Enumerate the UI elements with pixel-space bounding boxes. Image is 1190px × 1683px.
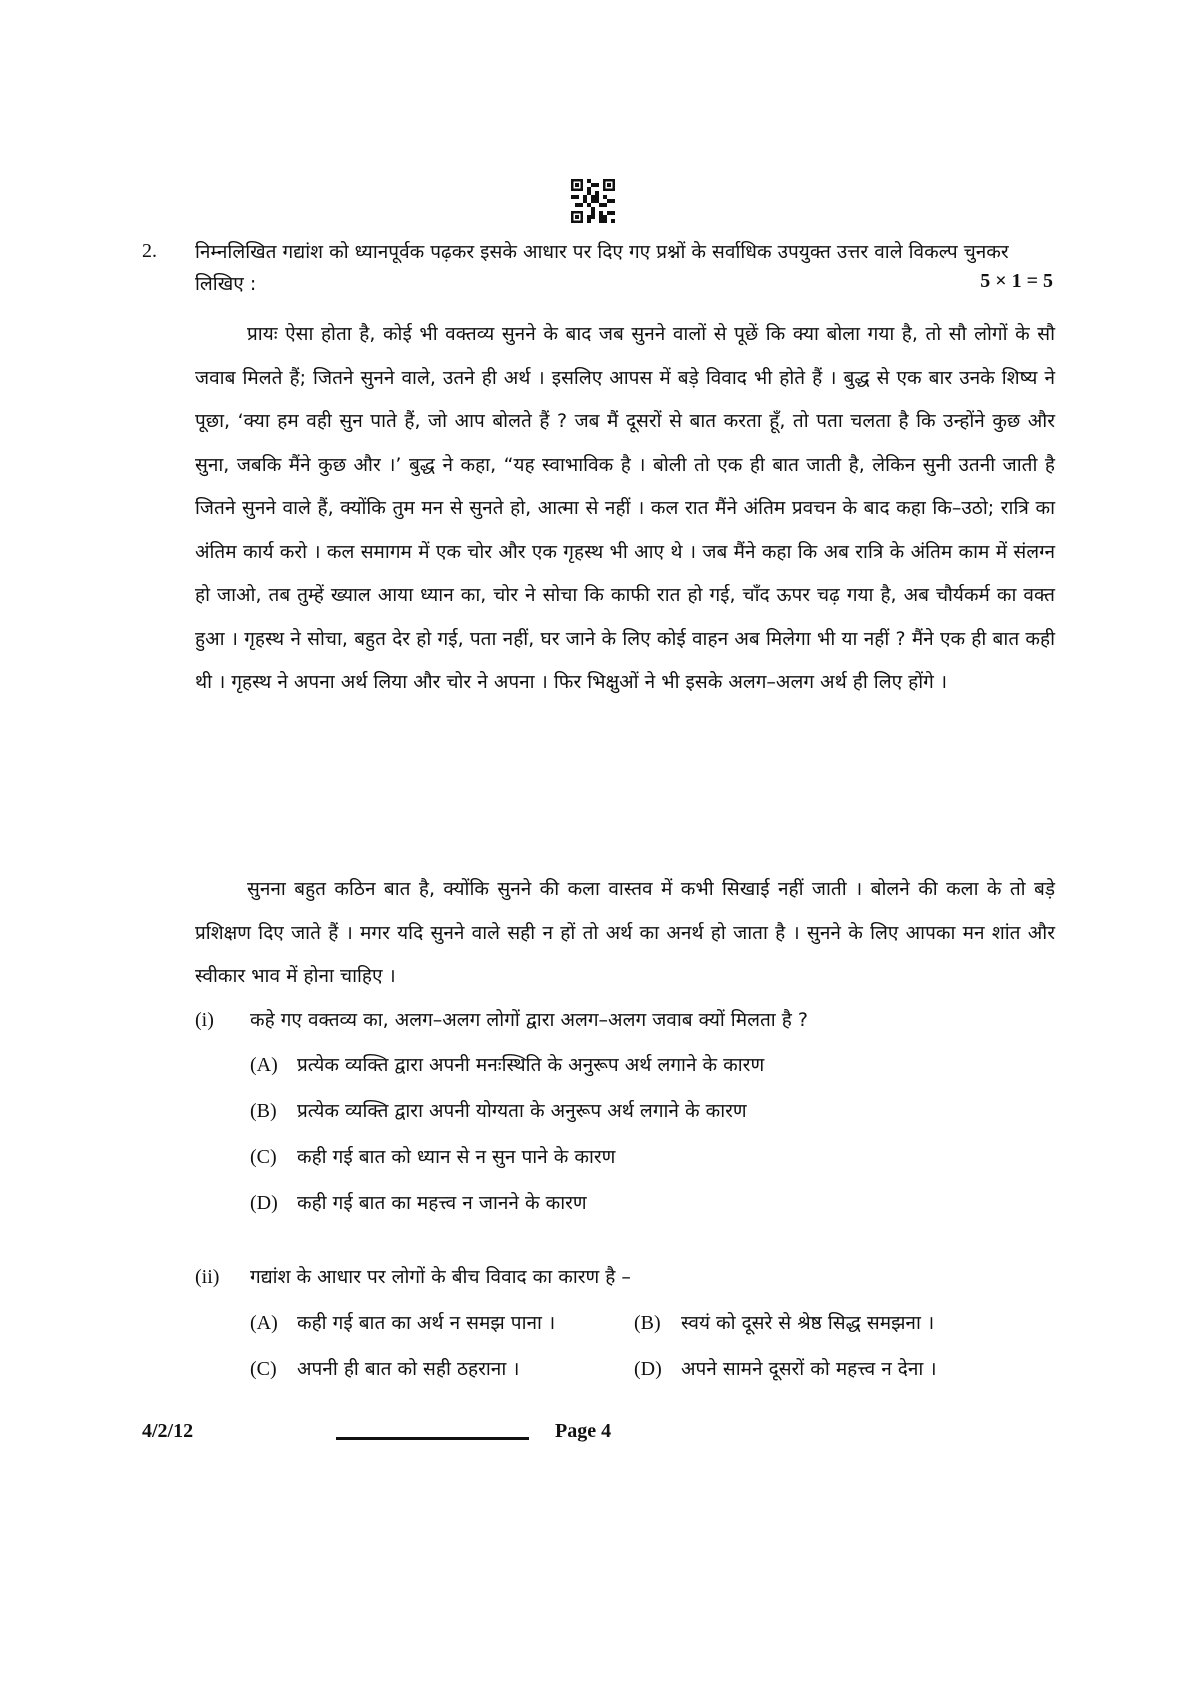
option: [250, 1142, 615, 1172]
sub-question: [195, 1262, 631, 1292]
option-label: (A): [250, 1054, 278, 1076]
sub-question-label: (ii): [195, 1266, 220, 1288]
option-label: (C): [250, 1358, 277, 1380]
question-marks: 5 × 1 = 5: [980, 270, 1053, 292]
sub-question-text: कहे गए वक्तव्य का, अलग–अलग लोगों द्वारा अलग–अलग जवाब क्यों मिलता है ?: [250, 1009, 808, 1031]
qr-code-icon: [571, 179, 615, 223]
option-text: अपनी ही बात को सही ठहराना ।: [297, 1358, 520, 1380]
option: [250, 1308, 555, 1338]
footer-divider: [336, 1437, 529, 1440]
option-label: (D): [250, 1192, 278, 1214]
sub-question-text: गद्यांश के आधार पर लोगों के बीच विवाद का कारण है –: [250, 1266, 631, 1288]
option-text: स्वयं को दूसरे से श्रेष्ठ सिद्ध समझना ।: [681, 1312, 935, 1334]
option: [250, 1188, 587, 1218]
option-text: अपने सामने दूसरों को महत्त्व न देना ।: [681, 1358, 937, 1380]
option-label: (A): [250, 1312, 278, 1334]
option-text: कही गई बात का अर्थ न समझ पाना ।: [297, 1312, 556, 1334]
option: [250, 1354, 519, 1384]
option-text: प्रत्येक व्यक्ति द्वारा अपनी मनःस्थिति के अनुरूप अर्थ लगाने के कारण: [297, 1054, 765, 1076]
option: [634, 1354, 937, 1384]
option-label: (D): [634, 1358, 662, 1380]
question-number: 2.: [142, 240, 157, 262]
option-label: (C): [250, 1146, 277, 1168]
option: [250, 1096, 747, 1126]
option-label: (B): [250, 1100, 277, 1122]
option: [250, 1050, 764, 1080]
passage-paragraph: सुनना बहुत कठिन बात है, क्योंकि सुनने की कला वास्तव में कभी सिखाई नहीं जाती । बोलने की कला के तो बड़े प्रशिक्षण दिए जाते हैं । मगर यदि सुनने वाले सही न हों तो अर्थ का अनर्थ हो जाता है । सुनने के लिए आपका मन शांत और स्वीकार भाव में होना चाहिए ।: [195, 878, 1055, 987]
sub-question-label: (i): [195, 1009, 214, 1031]
page-number: Page 4: [555, 1420, 612, 1442]
option-text: कही गई बात का महत्त्व न जानने के कारण: [297, 1192, 587, 1214]
option: [634, 1308, 934, 1338]
option-text: कही गई बात को ध्यान से न सुन पाने के कारण: [297, 1146, 616, 1168]
paper-code: 4/2/12: [142, 1420, 194, 1442]
option-text: प्रत्येक व्यक्ति द्वारा अपनी योग्यता के अनुरूप अर्थ लगाने के कारण: [297, 1100, 747, 1122]
question-instruction: निम्नलिखित गद्यांश को ध्यानपूर्वक पढ़कर इसके आधार पर दिए गए प्रश्नों के सर्वाधिक उपयुक्त उत्तर वाले विकल्प चुनकर लिखिए :: [195, 241, 1009, 295]
passage-paragraph: प्रायः ऐसा होता है, कोई भी वक्तव्य सुनने के बाद जब सुनने वालों से पूछें कि क्या बोला गया है, तो सौ लोगों के सौ जवाब मिलते हैं; जितने सुनने वाले, उतने ही अर्थ । इसलिए आपस में बड़े विवाद भी होते हैं । बुद्ध से एक बार उनके शिष्य ने पूछा, ‘क्या हम वही सुन पाते हैं, जो आप बोलते हैं ? जब मैं दूसरों से बात करता हूँ, तो पता चलता है कि उन्होंने कुछ और सुना, जबकि मैंने कुछ और ।’ बुद्ध ने कहा, “यह स्वाभाविक है । बोली तो एक ही बात जाती है, लेकिन सुनी उतनी जाती है जितने सुनने वाले हैं, क्योंकि तुम मन से सुनते हो, आत्मा से नहीं । कल रात मैंने अंतिम प्रवचन के बाद कहा कि–उठो; रात्रि का अंतिम कार्य करो । कल समागम में एक चोर और एक गृहस्थ भी आए थे । जब मैंने कहा कि अब रात्रि के अंतिम काम में संलग्न हो जाओ, तब तुम्हें ख्याल आया ध्यान का, चोर ने सोचा कि काफी रात हो गई, चाँद ऊपर चढ़ गया है, अब चौर्यकर्म का वक्त हुआ । गृहस्थ ने सोचा, बहुत देर हो गई, पता नहीं, घर जाने के लिए कोई वाहन अब मिलेगा भी या नहीं ? मैंने एक ही बात कही थी । गृहस्थ ने अपना अर्थ लिया और चोर ने अपना । फिर भिक्षुओं ने भी इसके अलग–अलग अर्थ ही लिए होंगे ।: [195, 323, 1055, 693]
option-label: (B): [634, 1312, 661, 1334]
sub-question: [195, 1005, 808, 1035]
